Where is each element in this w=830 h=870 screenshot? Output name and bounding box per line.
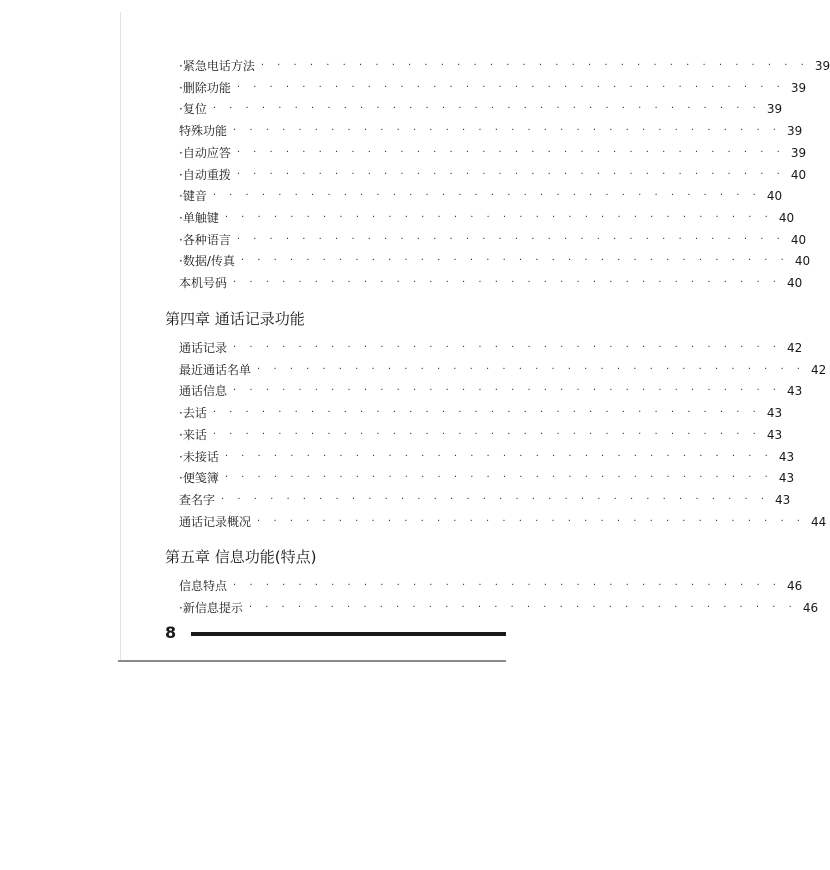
toc-entry	[179, 512, 827, 532]
toc-entry-label: 通话记录概况	[179, 514, 252, 529]
toc-entry-label: ·各种语言	[179, 232, 231, 247]
toc-entry-label: ·数据/传真	[179, 254, 235, 269]
toc-entry-page: 40	[778, 210, 795, 225]
dot-leader: · · · · · · · · · · · · · · · · · · · · · · · · · · · · · · · · · ·	[236, 233, 785, 245]
page-number: 8	[165, 623, 177, 642]
toc-entry	[179, 56, 830, 76]
toc-entry	[179, 143, 807, 163]
toc-entry-page: 39	[790, 80, 807, 95]
toc-entry-page: 42	[811, 362, 827, 377]
toc-entry-page: 40	[787, 276, 803, 290]
toc-entry	[179, 490, 791, 510]
chapter-4-heading: 第四章 通话记录功能	[165, 310, 305, 328]
toc-entry-label: ·单触键	[179, 210, 219, 225]
toc-entry	[179, 186, 783, 206]
dot-leader: · · · · · · · · · · · · · · · · · · · · · · · · · · · · · · · · · ·	[240, 255, 789, 267]
toc-entry-page: 42	[787, 341, 803, 355]
toc-entry	[179, 230, 807, 250]
toc-entry	[179, 576, 803, 596]
dot-leader: · · · · · · · · · · · · · · · · · · · · · · · · · · · · · · · · · ·	[260, 60, 809, 71]
toc-entry-page: 40	[790, 232, 807, 247]
dot-leader: · · · · · · · · · · · · · · · · · · · · · · · · · · · · · · · · · ·	[248, 601, 797, 613]
toc-entry-page: 43	[778, 449, 795, 464]
toc-entry	[179, 121, 803, 141]
toc-entry-page: 39	[787, 124, 803, 139]
dot-leader: · · · · · · · · · · · · · · · · · · · · · · · · · · · · · · · · · ·	[233, 342, 781, 353]
toc-entry-label: 本机号码	[179, 276, 228, 290]
toc-entry	[179, 468, 795, 488]
toc-entry-page: 43	[766, 427, 783, 442]
toc-entry	[179, 99, 783, 119]
dot-leader: · · · · · · · · · · · · · · · · · · · · · · · · · · · · · · · · · ·	[236, 168, 785, 180]
toc-entry	[179, 78, 807, 98]
toc-entry	[179, 208, 795, 228]
toc-entry-page: 39	[790, 145, 807, 160]
toc-entry	[179, 251, 811, 271]
toc-entry-page: 39	[814, 59, 830, 73]
dot-leader: · · · · · · · · · · · · · · · · · · · · · · · · · · · · · · · · · ·	[212, 407, 761, 419]
dot-leader: · · · · · · · · · · · · · · · · · · · · · · · · · · · · · · · · · ·	[236, 81, 785, 93]
toc-entry-page: 46	[787, 579, 803, 593]
toc-entry-label: ·新信息提示	[179, 600, 243, 615]
toc-entry-page: 43	[787, 384, 803, 399]
toc-entry-page: 46	[802, 600, 819, 615]
toc-entry	[179, 381, 803, 401]
dot-leader: · · · · · · · · · · · · · · · · · · · · · · · · · · · · · · · · · ·	[212, 428, 761, 440]
toc-entry-label: 通话信息	[179, 384, 228, 399]
book-page	[120, 12, 830, 662]
toc-entry-label: ·紧急电话方法	[179, 59, 255, 73]
dot-leader: · · · · · · · · · · · · · · · · · · · · · · · · · · · · · · · · · ·	[224, 472, 773, 484]
toc-entry-label: 查名字	[179, 492, 216, 507]
dot-leader: · · · · · · · · · · · · · · · · · · · · · · · · · · · · · · · · · ·	[257, 515, 805, 527]
toc-entry	[179, 360, 827, 380]
dot-leader: · · · · · · · · · · · · · · · · · · · · · · · · · · · · · · · · · ·	[236, 146, 785, 158]
toc-entry	[179, 273, 803, 293]
dot-leader: · · · · · · · · · · · · · · · · · · · · · · · · · · · · · · · · · ·	[233, 385, 781, 397]
dot-leader: · · · · · · · · · · · · · · · · · · · · · · · · · · · · · · · · · ·	[233, 277, 781, 288]
toc-entry-page: 43	[778, 471, 795, 486]
dot-leader: · · · · · · · · · · · · · · · · · · · · · · · · · · · · · · · · · ·	[221, 493, 769, 505]
toc-entry-label: ·去话	[179, 406, 207, 421]
toc-entry-label: ·自动应答	[179, 145, 231, 160]
dot-leader: · · · · · · · · · · · · · · · · · · · · · · · · · · · · · · · · · ·	[224, 450, 773, 462]
toc-entry-label: ·键音	[179, 189, 207, 204]
dot-leader: · · · · · · · · · · · · · · · · · · · · · · · · · · · · · · · · · ·	[224, 211, 773, 223]
toc-entry-label: ·自动重拨	[179, 167, 231, 182]
toc-entry-page: 44	[811, 514, 827, 529]
toc-entry-page: 43	[766, 406, 783, 421]
toc-entry-label: ·便笺簿	[179, 471, 219, 486]
footer-rule	[191, 632, 506, 636]
page-bottom-edge	[118, 660, 506, 662]
toc-entry-page: 40	[790, 167, 807, 182]
dot-leader: · · · · · · · · · · · · · · · · · · · · · · · · · · · · · · · · · ·	[233, 580, 781, 591]
dot-leader: · · · · · · · · · · · · · · · · · · · · · · · · · · · · · · · · · ·	[212, 190, 761, 202]
toc-entry	[179, 425, 783, 445]
toc-entry-page: 40	[766, 189, 783, 204]
chapter-5-heading: 第五章 信息功能(特点)	[165, 548, 317, 566]
toc-entry	[179, 338, 803, 358]
toc-entry-label: 特殊功能	[179, 124, 228, 139]
toc-entry-label: ·未接话	[179, 449, 219, 464]
toc-entry-page: 39	[766, 102, 783, 117]
toc-entry-label: 信息特点	[179, 579, 228, 593]
toc-entry	[179, 165, 807, 185]
toc-entry-label: ·复位	[179, 102, 207, 117]
toc-entry	[179, 447, 795, 467]
dot-leader: · · · · · · · · · · · · · · · · · · · · · · · · · · · · · · · · · ·	[257, 363, 805, 375]
toc-entry-page: 43	[775, 492, 791, 507]
toc-entry-page: 40	[794, 254, 811, 269]
dot-leader: · · · · · · · · · · · · · · · · · · · · · · · · · · · · · · · · · ·	[212, 103, 761, 115]
dot-leader: · · · · · · · · · · · · · · · · · · · · · · · · · · · · · · · · · ·	[233, 125, 781, 137]
toc-entry	[179, 403, 783, 423]
toc-entry-label: 最近通话名单	[179, 362, 252, 377]
toc-entry-label: ·来话	[179, 427, 207, 442]
toc-entry-label: ·删除功能	[179, 80, 231, 95]
toc-entry	[179, 598, 819, 618]
toc-entry-label: 通话记录	[179, 341, 228, 355]
